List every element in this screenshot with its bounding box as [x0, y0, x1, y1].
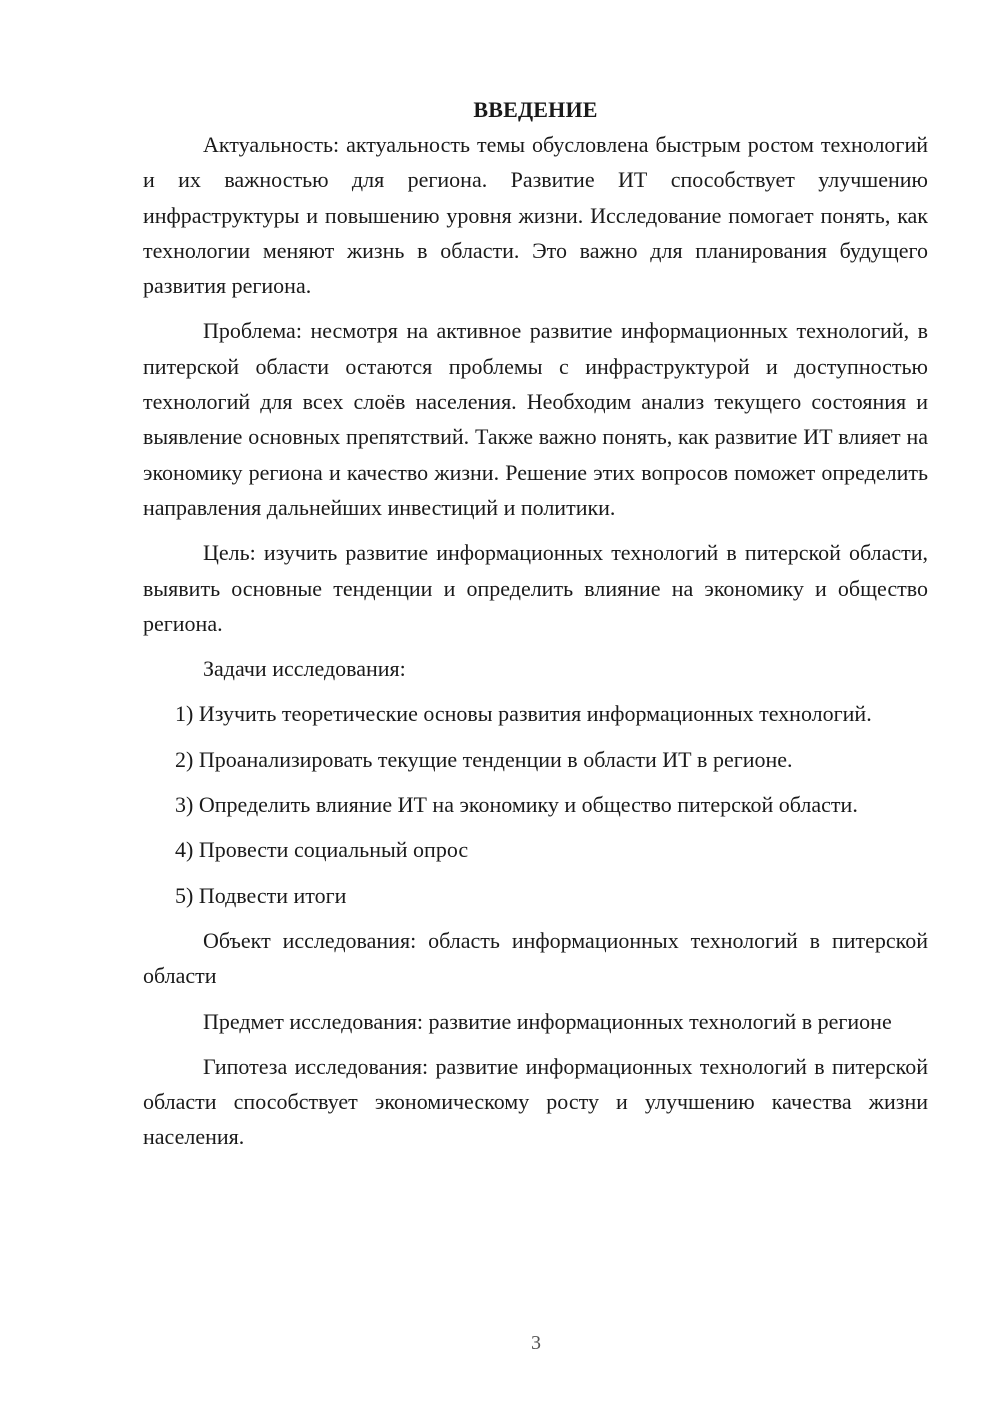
paragraph-object: Объект исследования: область информационных технологий в питерской области: [143, 927, 928, 989]
task-item-2: 2) Проанализировать текущие тенденции в области ИТ в регионе.: [175, 746, 793, 772]
task-item-3: 3) Определить влияние ИТ на экономику и общество питерской области.: [175, 792, 858, 818]
paragraph-hypothesis: Гипотеза исследования: развитие информационных технологий в питерской области способствует экономическому росту и улучшению качества жизни населения.: [143, 1053, 928, 1150]
paragraph-tasks-heading: Задачи исследования:: [203, 656, 406, 682]
paragraph-problem: Проблема: несмотря на активное развитие информационных технологий, в питерской области остаются проблемы с инфраструктурой и доступностью технологий для всех слоёв населения. Необходим анализ текущего состояния и выявление основных препятствий. Также важно понять, как развитие ИТ влияет на экономику региона и качество жизни. Решение этих вопросов поможет определить направления дальнейших инвестиций и политики.: [143, 318, 928, 520]
paragraph-relevance: Актуальность: актуальность темы обусловлена быстрым ростом технологий и их важностью для региона. Развитие ИТ способствует улучшению инфраструктуры и повышению уровня жизни. Исследование помогает понять, как технологии меняют жизнь в области. Это важно для планирования будущего развития региона.: [143, 132, 928, 299]
paragraph-goal: Цель: изучить развитие информационных технологий в питерской области, выявить основные тенденции и определить влияние на экономику и общество региона.: [143, 540, 928, 636]
document-page: [143, 92, 928, 1165]
paragraph-subject: Предмет исследования: развитие информационных технологий в регионе: [203, 1008, 892, 1034]
task-item-4: 4) Провести социальный опрос: [175, 837, 469, 863]
section-title: ВВЕДЕНИЕ: [473, 97, 598, 122]
task-item-5: 5) Подвести итоги: [175, 882, 347, 908]
page-number: 3: [531, 1332, 541, 1354]
task-item-1: 1) Изучить теоретические основы развития информационных технологий.: [175, 701, 872, 727]
